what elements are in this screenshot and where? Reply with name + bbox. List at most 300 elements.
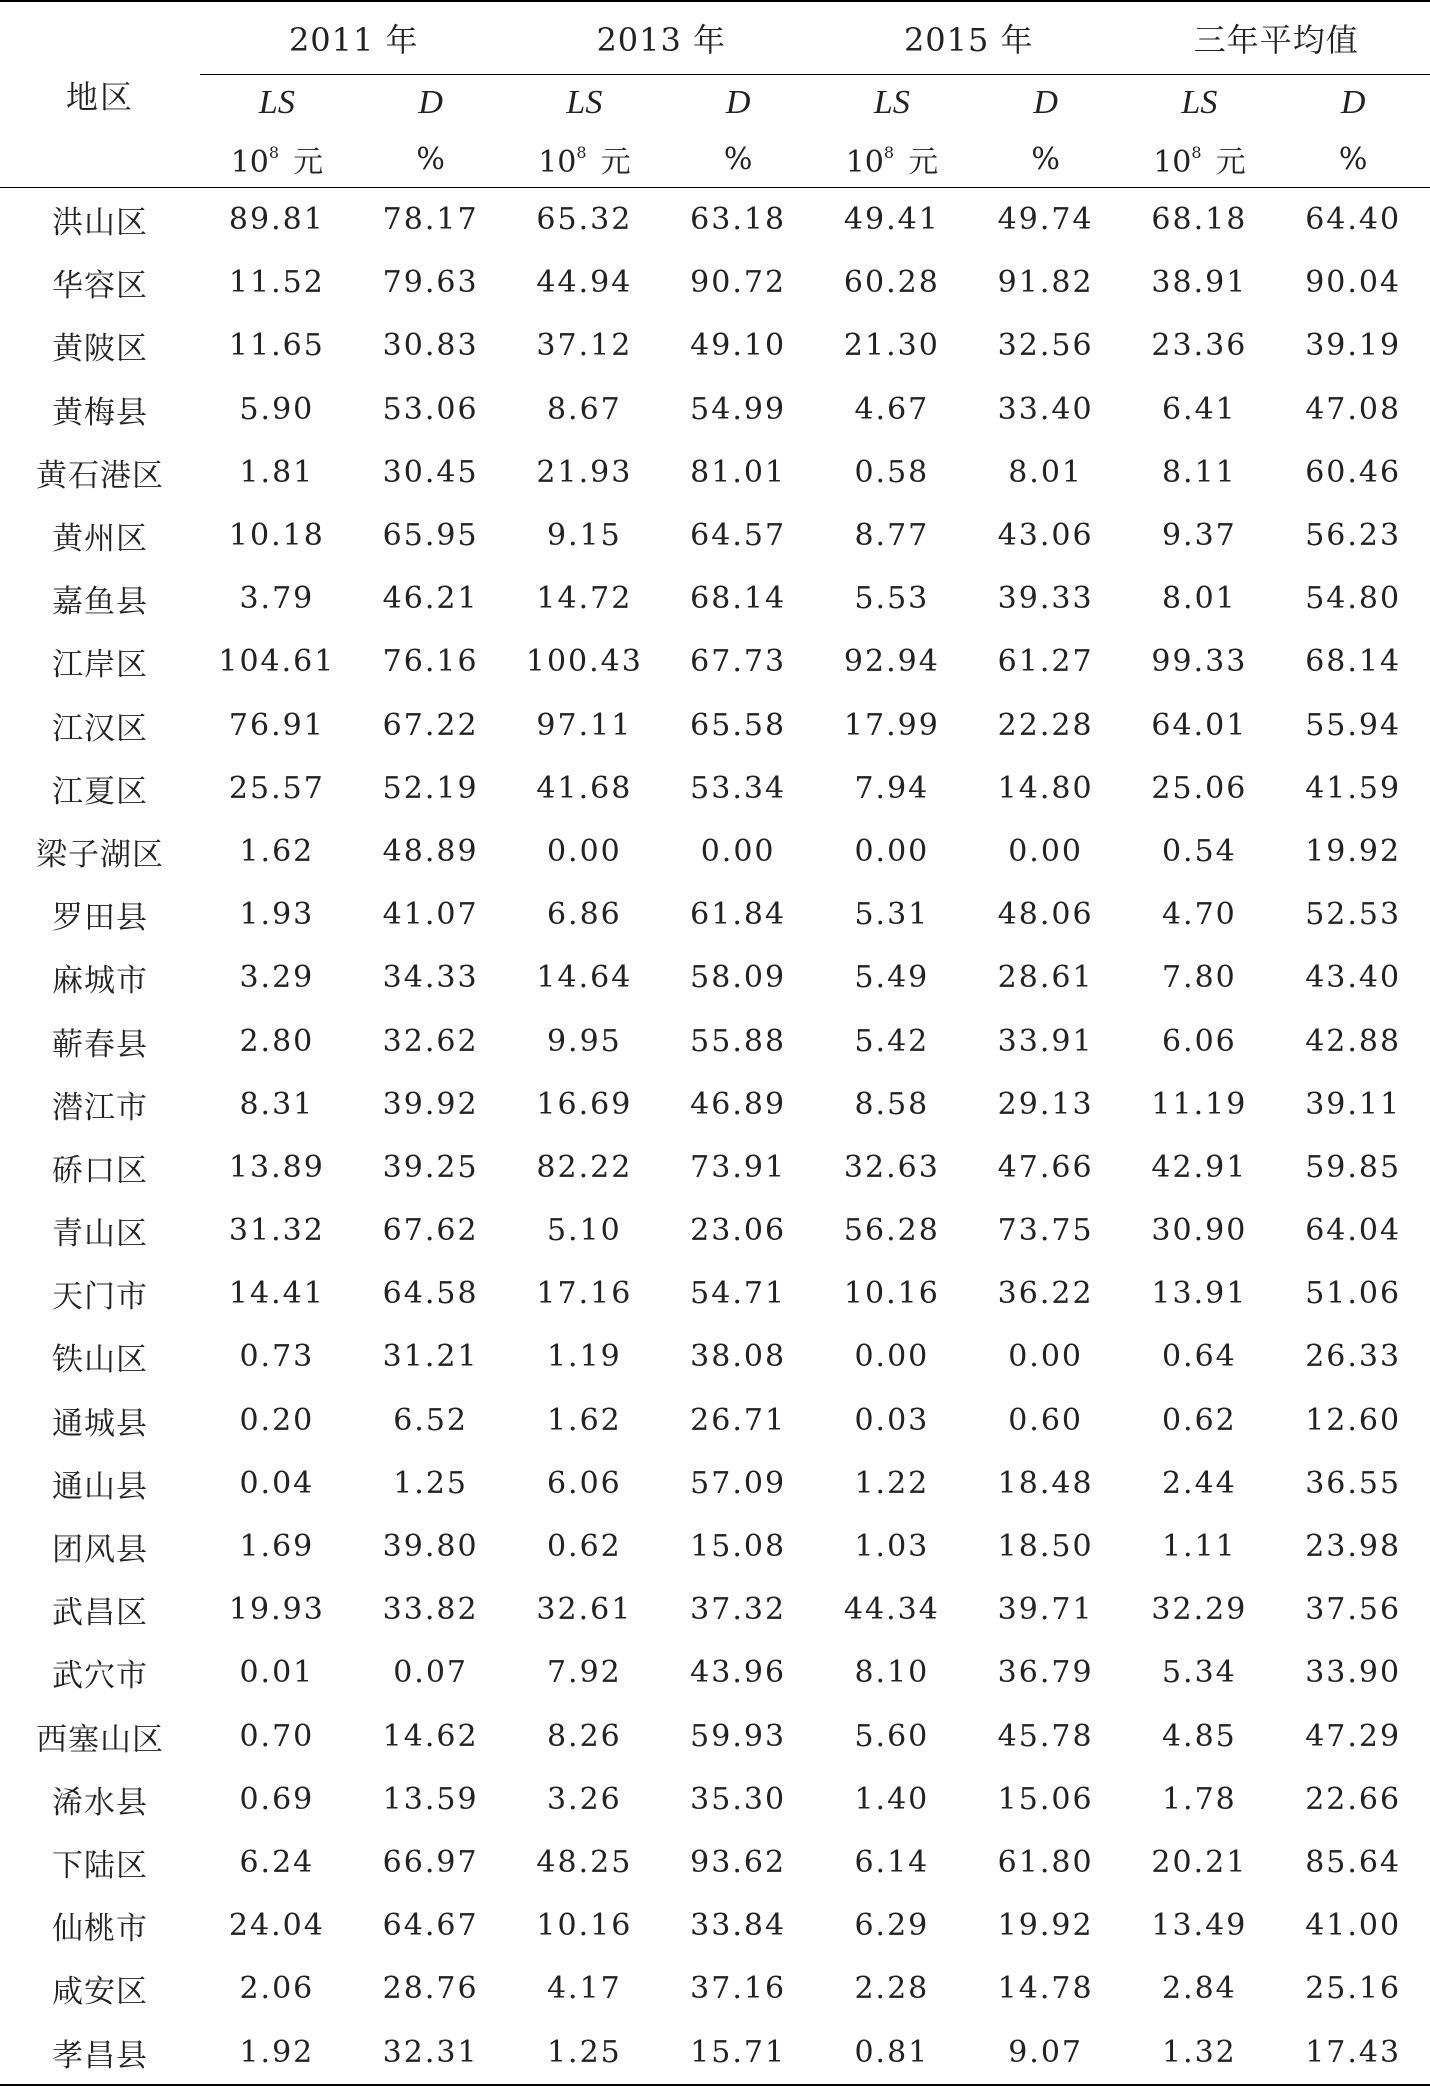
value-cell: 48.25 <box>508 1831 662 1894</box>
value-cell: 6.14 <box>815 1831 969 1894</box>
value-cell: 92.94 <box>815 630 969 693</box>
value-cell: 22.66 <box>1276 1768 1430 1831</box>
value-cell: 41.00 <box>1276 1894 1430 1957</box>
table-row <box>0 1009 1430 1072</box>
unit-text: 元 <box>293 145 323 180</box>
var-header: LS <box>815 75 969 132</box>
value-cell: 3.29 <box>200 946 354 1009</box>
value-cell: 28.76 <box>354 1957 508 2020</box>
value-cell: 79.63 <box>354 251 508 314</box>
value-cell: 25.57 <box>200 757 354 820</box>
header-row-units <box>0 131 1430 188</box>
value-cell: 51.06 <box>1276 1262 1430 1325</box>
unit-header <box>200 131 354 188</box>
value-cell: 37.32 <box>661 1578 815 1641</box>
region-cell: 麻城市 <box>0 946 200 1009</box>
value-cell: 5.49 <box>815 946 969 1009</box>
value-cell: 32.62 <box>354 1009 508 1072</box>
value-cell: 13.49 <box>1123 1894 1277 1957</box>
value-cell: 32.56 <box>969 314 1123 377</box>
value-cell: 68.14 <box>661 567 815 630</box>
value-cell: 47.08 <box>1276 378 1430 441</box>
value-cell: 39.25 <box>354 1136 508 1199</box>
value-cell: 55.94 <box>1276 694 1430 757</box>
var-header: D <box>1276 75 1430 132</box>
table-row <box>0 1578 1430 1641</box>
value-cell: 8.11 <box>1123 441 1277 504</box>
table-row <box>0 441 1430 504</box>
value-cell: 36.79 <box>969 1641 1123 1704</box>
table-row <box>0 1199 1430 1262</box>
region-cell: 通山县 <box>0 1452 200 1515</box>
value-cell: 38.08 <box>661 1325 815 1388</box>
value-cell: 5.31 <box>815 883 969 946</box>
region-cell: 蕲春县 <box>0 1009 200 1072</box>
value-cell: 14.78 <box>969 1957 1123 2020</box>
value-cell: 65.32 <box>508 188 662 252</box>
value-cell: 43.96 <box>661 1641 815 1704</box>
value-cell: 73.91 <box>661 1136 815 1199</box>
value-cell: 1.32 <box>1123 2020 1277 2084</box>
value-cell: 30.90 <box>1123 1199 1277 1262</box>
value-cell: 0.69 <box>200 1768 354 1831</box>
value-cell: 10.16 <box>815 1262 969 1325</box>
value-cell: 1.81 <box>200 441 354 504</box>
value-cell: 46.21 <box>354 567 508 630</box>
value-cell: 33.90 <box>1276 1641 1430 1704</box>
value-cell: 4.85 <box>1123 1705 1277 1768</box>
value-cell: 0.03 <box>815 1389 969 1452</box>
value-cell: 5.42 <box>815 1009 969 1072</box>
table-row <box>0 757 1430 820</box>
unit-base: 10 <box>1153 145 1191 180</box>
value-cell: 13.91 <box>1123 1262 1277 1325</box>
value-cell: 3.26 <box>508 1768 662 1831</box>
table-row <box>0 1325 1430 1388</box>
value-cell: 54.71 <box>661 1262 815 1325</box>
region-cell: 江汉区 <box>0 694 200 757</box>
var-header: LS <box>200 75 354 132</box>
value-cell: 0.00 <box>815 1325 969 1388</box>
value-cell: 14.62 <box>354 1705 508 1768</box>
table-row <box>0 567 1430 630</box>
value-cell: 16.69 <box>508 1073 662 1136</box>
value-cell: 5.60 <box>815 1705 969 1768</box>
value-cell: 52.53 <box>1276 883 1430 946</box>
value-cell: 65.95 <box>354 504 508 567</box>
value-cell: 64.40 <box>1276 188 1430 252</box>
unit-header: % <box>661 131 815 188</box>
value-cell: 64.67 <box>354 1894 508 1957</box>
value-cell: 1.92 <box>200 2020 354 2084</box>
value-cell: 104.61 <box>200 630 354 693</box>
value-cell: 53.06 <box>354 378 508 441</box>
value-cell: 7.92 <box>508 1641 662 1704</box>
value-cell: 23.36 <box>1123 314 1277 377</box>
value-cell: 13.59 <box>354 1768 508 1831</box>
table-row <box>0 1515 1430 1578</box>
table-header <box>0 1 1430 188</box>
value-cell: 31.21 <box>354 1325 508 1388</box>
value-cell: 0.62 <box>1123 1389 1277 1452</box>
value-cell: 8.26 <box>508 1705 662 1768</box>
value-cell: 82.22 <box>508 1136 662 1199</box>
var-header: LS <box>508 75 662 132</box>
region-cell: 华容区 <box>0 251 200 314</box>
value-cell: 60.28 <box>815 251 969 314</box>
header-row-variables <box>0 75 1430 132</box>
table-row <box>0 251 1430 314</box>
value-cell: 1.11 <box>1123 1515 1277 1578</box>
value-cell: 6.06 <box>508 1452 662 1515</box>
value-cell: 60.46 <box>1276 441 1430 504</box>
value-cell: 6.29 <box>815 1894 969 1957</box>
value-cell: 5.90 <box>200 378 354 441</box>
value-cell: 44.34 <box>815 1578 969 1641</box>
value-cell: 1.93 <box>200 883 354 946</box>
value-cell: 15.08 <box>661 1515 815 1578</box>
region-cell: 西塞山区 <box>0 1705 200 1768</box>
value-cell: 64.04 <box>1276 1199 1430 1262</box>
region-cell: 下陆区 <box>0 1831 200 1894</box>
value-cell: 7.94 <box>815 757 969 820</box>
value-cell: 2.80 <box>200 1009 354 1072</box>
value-cell: 68.18 <box>1123 188 1277 252</box>
value-cell: 0.58 <box>815 441 969 504</box>
value-cell: 56.23 <box>1276 504 1430 567</box>
region-cell: 浠水县 <box>0 1768 200 1831</box>
region-cell: 梁子湖区 <box>0 820 200 883</box>
value-cell: 33.84 <box>661 1894 815 1957</box>
table-row <box>0 1957 1430 2020</box>
value-cell: 20.21 <box>1123 1831 1277 1894</box>
value-cell: 30.45 <box>354 441 508 504</box>
value-cell: 9.95 <box>508 1009 662 1072</box>
value-cell: 67.22 <box>354 694 508 757</box>
value-cell: 49.41 <box>815 188 969 252</box>
table-row <box>0 1705 1430 1768</box>
region-column-header: 地区 <box>0 1 200 188</box>
value-cell: 17.16 <box>508 1262 662 1325</box>
table-row <box>0 378 1430 441</box>
region-cell: 黄陂区 <box>0 314 200 377</box>
value-cell: 31.32 <box>200 1199 354 1262</box>
value-cell: 38.91 <box>1123 251 1277 314</box>
value-cell: 68.14 <box>1276 630 1430 693</box>
value-cell: 0.64 <box>1123 1325 1277 1388</box>
value-cell: 0.00 <box>815 820 969 883</box>
value-cell: 52.19 <box>354 757 508 820</box>
value-cell: 1.40 <box>815 1768 969 1831</box>
region-cell: 天门市 <box>0 1262 200 1325</box>
table-row <box>0 504 1430 567</box>
value-cell: 41.59 <box>1276 757 1430 820</box>
value-cell: 41.68 <box>508 757 662 820</box>
value-cell: 8.10 <box>815 1641 969 1704</box>
value-cell: 6.86 <box>508 883 662 946</box>
value-cell: 33.40 <box>969 378 1123 441</box>
value-cell: 42.91 <box>1123 1136 1277 1199</box>
value-cell: 55.88 <box>661 1009 815 1072</box>
value-cell: 81.01 <box>661 441 815 504</box>
unit-exponent: 8 <box>884 143 894 162</box>
value-cell: 36.55 <box>1276 1452 1430 1515</box>
table-row <box>0 2020 1430 2084</box>
region-cell: 罗田县 <box>0 883 200 946</box>
value-cell: 12.60 <box>1276 1389 1430 1452</box>
value-cell: 1.25 <box>354 1452 508 1515</box>
value-cell: 4.17 <box>508 1957 662 2020</box>
value-cell: 19.93 <box>200 1578 354 1641</box>
value-cell: 41.07 <box>354 883 508 946</box>
value-cell: 32.63 <box>815 1136 969 1199</box>
value-cell: 19.92 <box>1276 820 1430 883</box>
value-cell: 15.71 <box>661 2020 815 2084</box>
value-cell: 15.06 <box>969 1768 1123 1831</box>
value-cell: 0.81 <box>815 2020 969 2084</box>
value-cell: 0.00 <box>969 1325 1123 1388</box>
value-cell: 28.61 <box>969 946 1123 1009</box>
unit-base: 10 <box>538 145 576 180</box>
value-cell: 1.62 <box>200 820 354 883</box>
group-header-2015: 2015 年 <box>815 1 1123 75</box>
value-cell: 64.58 <box>354 1262 508 1325</box>
value-cell: 14.41 <box>200 1262 354 1325</box>
value-cell: 1.25 <box>508 2020 662 2084</box>
value-cell: 91.82 <box>969 251 1123 314</box>
value-cell: 19.92 <box>969 1894 1123 1957</box>
value-cell: 0.00 <box>508 820 662 883</box>
value-cell: 5.53 <box>815 567 969 630</box>
value-cell: 47.66 <box>969 1136 1123 1199</box>
value-cell: 6.06 <box>1123 1009 1277 1072</box>
value-cell: 61.27 <box>969 630 1123 693</box>
value-cell: 2.84 <box>1123 1957 1277 2020</box>
value-cell: 10.18 <box>200 504 354 567</box>
region-cell: 孝昌县 <box>0 2020 200 2084</box>
value-cell: 4.67 <box>815 378 969 441</box>
region-cell: 团风县 <box>0 1515 200 1578</box>
value-cell: 33.91 <box>969 1009 1123 1072</box>
value-cell: 1.78 <box>1123 1768 1277 1831</box>
unit-exponent: 8 <box>269 143 279 162</box>
region-cell: 黄州区 <box>0 504 200 567</box>
unit-header: % <box>969 131 1123 188</box>
value-cell: 14.64 <box>508 946 662 1009</box>
table-row <box>0 1389 1430 1452</box>
value-cell: 35.30 <box>661 1768 815 1831</box>
table-row <box>0 1452 1430 1515</box>
value-cell: 10.16 <box>508 1894 662 1957</box>
value-cell: 90.04 <box>1276 251 1430 314</box>
table-body <box>0 188 1430 2085</box>
group-header-2011: 2011 年 <box>200 1 508 75</box>
unit-text: 元 <box>908 145 938 180</box>
value-cell: 65.58 <box>661 694 815 757</box>
value-cell: 85.64 <box>1276 1831 1430 1894</box>
value-cell: 39.19 <box>1276 314 1430 377</box>
value-cell: 6.52 <box>354 1389 508 1452</box>
value-cell: 44.94 <box>508 251 662 314</box>
value-cell: 26.71 <box>661 1389 815 1452</box>
value-cell: 8.58 <box>815 1073 969 1136</box>
value-cell: 93.62 <box>661 1831 815 1894</box>
value-cell: 23.06 <box>661 1199 815 1262</box>
value-cell: 37.12 <box>508 314 662 377</box>
value-cell: 6.41 <box>1123 378 1277 441</box>
value-cell: 9.15 <box>508 504 662 567</box>
var-header: LS <box>1123 75 1277 132</box>
var-header: D <box>969 75 1123 132</box>
value-cell: 63.18 <box>661 188 815 252</box>
value-cell: 66.97 <box>354 1831 508 1894</box>
table-row <box>0 1768 1430 1831</box>
region-cell: 武昌区 <box>0 1578 200 1641</box>
table-row <box>0 630 1430 693</box>
region-cell: 潜江市 <box>0 1073 200 1136</box>
region-cell: 江夏区 <box>0 757 200 820</box>
value-cell: 1.22 <box>815 1452 969 1515</box>
value-cell: 5.34 <box>1123 1641 1277 1704</box>
value-cell: 90.72 <box>661 251 815 314</box>
table-row <box>0 820 1430 883</box>
table-row <box>0 1073 1430 1136</box>
value-cell: 43.40 <box>1276 946 1430 1009</box>
value-cell: 18.50 <box>969 1515 1123 1578</box>
unit-exponent: 8 <box>1191 143 1201 162</box>
value-cell: 25.06 <box>1123 757 1277 820</box>
value-cell: 53.34 <box>661 757 815 820</box>
region-cell: 仙桃市 <box>0 1894 200 1957</box>
unit-text: 元 <box>1216 145 1246 180</box>
value-cell: 97.11 <box>508 694 662 757</box>
table-row <box>0 946 1430 1009</box>
value-cell: 59.85 <box>1276 1136 1430 1199</box>
value-cell: 39.33 <box>969 567 1123 630</box>
value-cell: 57.09 <box>661 1452 815 1515</box>
unit-header <box>1123 131 1277 188</box>
value-cell: 18.48 <box>969 1452 1123 1515</box>
value-cell: 9.37 <box>1123 504 1277 567</box>
value-cell: 100.43 <box>508 630 662 693</box>
value-cell: 33.82 <box>354 1578 508 1641</box>
value-cell: 21.30 <box>815 314 969 377</box>
value-cell: 7.80 <box>1123 946 1277 1009</box>
value-cell: 9.07 <box>969 2020 1123 2084</box>
value-cell: 39.92 <box>354 1073 508 1136</box>
region-cell: 通城县 <box>0 1389 200 1452</box>
region-cell: 硚口区 <box>0 1136 200 1199</box>
value-cell: 0.62 <box>508 1515 662 1578</box>
value-cell: 4.70 <box>1123 883 1277 946</box>
value-cell: 67.73 <box>661 630 815 693</box>
value-cell: 0.60 <box>969 1389 1123 1452</box>
unit-base: 10 <box>846 145 884 180</box>
table-row <box>0 1641 1430 1704</box>
value-cell: 39.80 <box>354 1515 508 1578</box>
value-cell: 32.61 <box>508 1578 662 1641</box>
unit-base: 10 <box>231 145 269 180</box>
value-cell: 14.72 <box>508 567 662 630</box>
table-row <box>0 1831 1430 1894</box>
value-cell: 48.06 <box>969 883 1123 946</box>
value-cell: 0.73 <box>200 1325 354 1388</box>
value-cell: 64.57 <box>661 504 815 567</box>
value-cell: 0.01 <box>200 1641 354 1704</box>
table-row <box>0 188 1430 252</box>
value-cell: 43.06 <box>969 504 1123 567</box>
region-cell: 铁山区 <box>0 1325 200 1388</box>
value-cell: 67.62 <box>354 1199 508 1262</box>
table-row <box>0 1894 1430 1957</box>
value-cell: 45.78 <box>969 1705 1123 1768</box>
value-cell: 46.89 <box>661 1073 815 1136</box>
value-cell: 25.16 <box>1276 1957 1430 2020</box>
value-cell: 49.10 <box>661 314 815 377</box>
region-cell: 黄梅县 <box>0 378 200 441</box>
value-cell: 42.88 <box>1276 1009 1430 1072</box>
value-cell: 76.91 <box>200 694 354 757</box>
value-cell: 99.33 <box>1123 630 1277 693</box>
value-cell: 89.81 <box>200 188 354 252</box>
value-cell: 49.74 <box>969 188 1123 252</box>
value-cell: 37.16 <box>661 1957 815 2020</box>
unit-header <box>508 131 662 188</box>
unit-exponent: 8 <box>576 143 586 162</box>
var-header: D <box>661 75 815 132</box>
value-cell: 47.29 <box>1276 1705 1430 1768</box>
region-cell: 咸安区 <box>0 1957 200 2020</box>
value-cell: 21.93 <box>508 441 662 504</box>
value-cell: 0.07 <box>354 1641 508 1704</box>
group-header-2013: 2013 年 <box>508 1 816 75</box>
region-cell: 青山区 <box>0 1199 200 1262</box>
value-cell: 64.01 <box>1123 694 1277 757</box>
value-cell: 0.20 <box>200 1389 354 1452</box>
value-cell: 26.33 <box>1276 1325 1430 1388</box>
value-cell: 0.70 <box>200 1705 354 1768</box>
value-cell: 56.28 <box>815 1199 969 1262</box>
value-cell: 23.98 <box>1276 1515 1430 1578</box>
table-row <box>0 694 1430 757</box>
value-cell: 11.52 <box>200 251 354 314</box>
value-cell: 13.89 <box>200 1136 354 1199</box>
var-header: D <box>354 75 508 132</box>
value-cell: 8.67 <box>508 378 662 441</box>
value-cell: 8.77 <box>815 504 969 567</box>
value-cell: 14.80 <box>969 757 1123 820</box>
value-cell: 59.93 <box>661 1705 815 1768</box>
value-cell: 78.17 <box>354 188 508 252</box>
value-cell: 58.09 <box>661 946 815 1009</box>
value-cell: 0.00 <box>969 820 1123 883</box>
value-cell: 17.43 <box>1276 2020 1430 2084</box>
header-row-years <box>0 1 1430 75</box>
region-cell: 洪山区 <box>0 188 200 252</box>
unit-header: % <box>354 131 508 188</box>
value-cell: 11.19 <box>1123 1073 1277 1136</box>
unit-header: % <box>1276 131 1430 188</box>
region-cell: 江岸区 <box>0 630 200 693</box>
group-header-average: 三年平均值 <box>1123 1 1430 75</box>
table-row <box>0 883 1430 946</box>
value-cell: 2.06 <box>200 1957 354 2020</box>
value-cell: 6.24 <box>200 1831 354 1894</box>
value-cell: 54.80 <box>1276 567 1430 630</box>
table-row <box>0 1136 1430 1199</box>
value-cell: 54.99 <box>661 378 815 441</box>
value-cell: 30.83 <box>354 314 508 377</box>
